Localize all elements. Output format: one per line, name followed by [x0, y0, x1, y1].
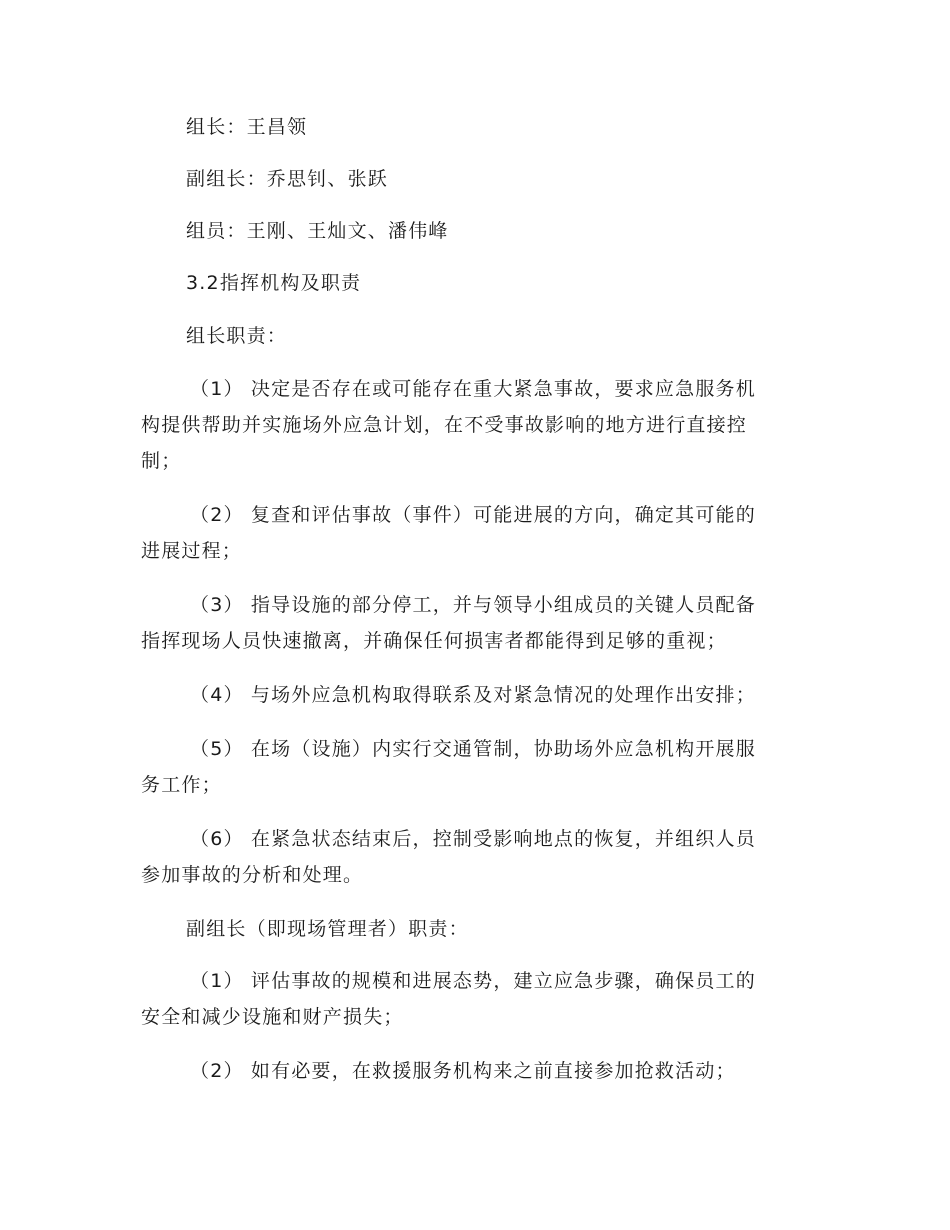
- paragraph-line: 进展过程；: [141, 540, 243, 562]
- paragraph-line: 组长：王昌领: [186, 116, 308, 138]
- paragraph-line: 副组长（即现场管理者）职责：: [186, 918, 469, 940]
- paragraph-line: （2） 复查和评估事故（事件）可能进展的方向，确定其可能的: [190, 504, 756, 526]
- paragraph-line: 安全和减少设施和财产损失；: [141, 1006, 404, 1028]
- paragraph-line: （4） 与场外应急机构取得联系及对紧急情况的处理作出安排；: [190, 684, 756, 706]
- paragraph-line: （3） 指导设施的部分停工，并与领导小组成员的关键人员配备: [190, 594, 756, 616]
- paragraph-line: 构提供帮助并实施场外应急计划，在不受事故影响的地方进行直接控: [141, 414, 748, 436]
- paragraph-line: （5） 在场（设施）内实行交通管制，协助场外应急机构开展服: [190, 738, 756, 760]
- paragraph-line: （2） 如有必要，在救援服务机构来之前直接参加抢救活动；: [190, 1060, 736, 1082]
- paragraph-line: 务工作；: [141, 774, 222, 796]
- paragraph-line: 副组长：乔思钊、张跃: [186, 168, 389, 190]
- paragraph-line: （6） 在紧急状态结束后，控制受影响地点的恢复，并组织人员: [190, 828, 756, 850]
- paragraph-line: 制；: [141, 450, 182, 472]
- paragraph-line: （1） 决定是否存在或可能存在重大紧急事故，要求应急服务机: [190, 378, 756, 400]
- paragraph-line: （1） 评估事故的规模和进展态势，建立应急步骤，确保员工的: [190, 970, 756, 992]
- paragraph-line: 指挥现场人员快速撤离，并确保任何损害者都能得到足够的重视；: [141, 630, 727, 652]
- paragraph-line: 3.2指挥机构及职责: [186, 272, 362, 294]
- paragraph-line: 组员：王刚、王灿文、潘伟峰: [186, 220, 449, 242]
- paragraph-line: 参加事故的分析和处理。: [141, 864, 364, 886]
- paragraph-line: 组长职责：: [186, 325, 288, 347]
